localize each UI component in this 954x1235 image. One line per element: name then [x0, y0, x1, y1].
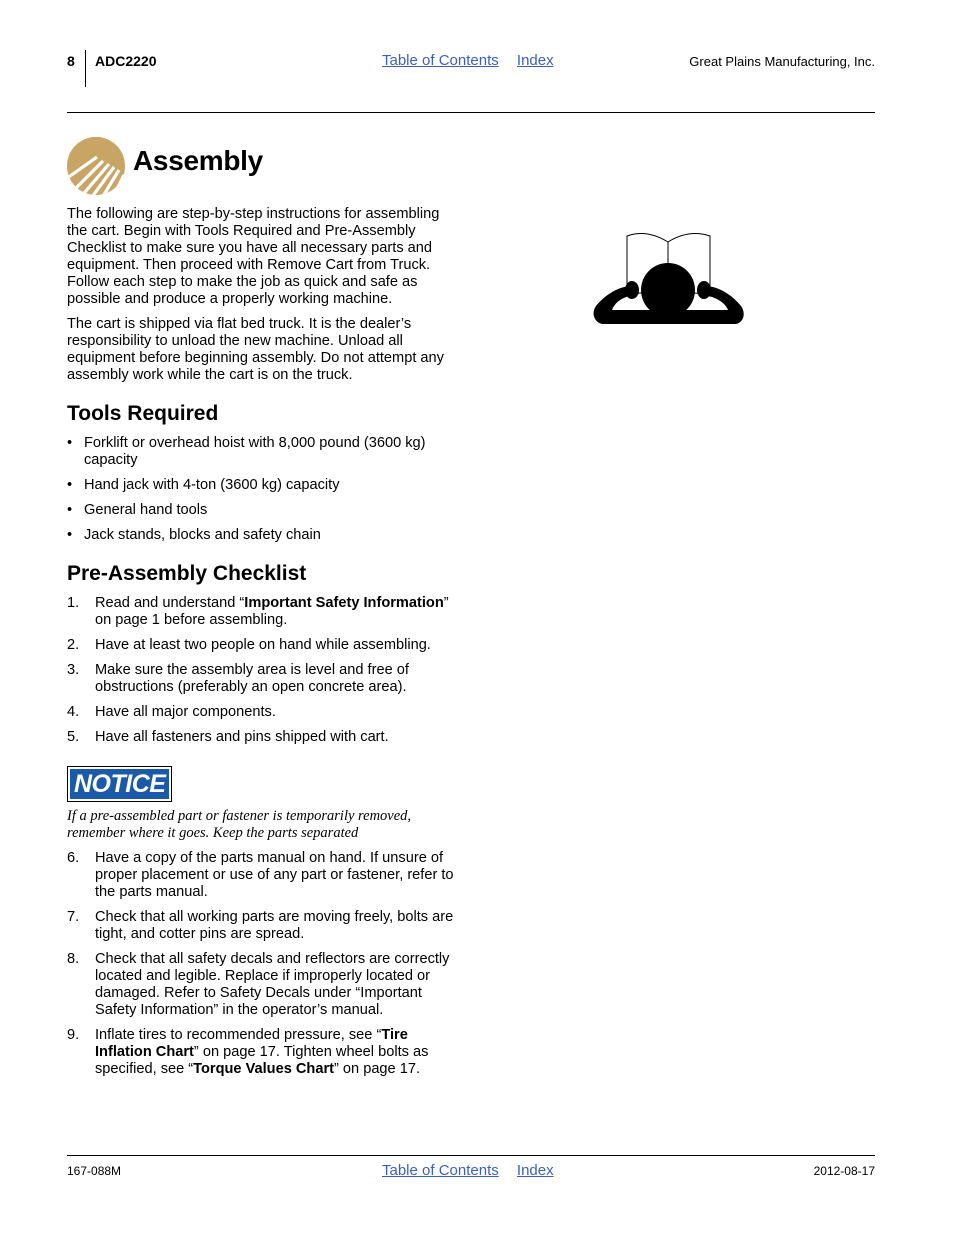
list-item: • Forklift or overhead hoist with 8,000 pound (3600 kg) capacity — [67, 435, 459, 469]
checklist-steps-continued — [67, 850, 459, 1078]
list-item: • Jack stands, blocks and safety chain — [67, 527, 459, 544]
notice-text: If a pre-assembled part or fastener is temporarily removed, remember where it goes. Keep the parts separated — [67, 808, 412, 841]
step-number: 4. — [67, 704, 80, 720]
page-number: 8 — [67, 53, 75, 69]
torque-chart-reference: Torque Values Chart — [193, 1061, 334, 1077]
step-text: Have all major components. — [95, 704, 276, 720]
step-text: Have all fasteners and pins shipped with cart. — [95, 729, 389, 745]
checklist-step-8 — [67, 951, 459, 1019]
step-text: Make sure the assembly area is level and free of obstructions (preferably an open concrete area). — [95, 662, 409, 695]
checklist-step-4 — [67, 704, 459, 721]
step-text: ” on page 17. Tighten wheel bolts as specified, see “ — [95, 1044, 429, 1077]
field-rows-logo-icon — [67, 137, 125, 195]
step-text: Inflate tires to recommended pressure, see “ — [95, 1027, 382, 1043]
intro-paragraph-2: The cart is shipped via flat bed truck. It is the dealer’s responsibility to unload the new machine. Unload all equipment before beginning assembly. Do not attempt any assembly work while the cart is on the truck. — [67, 316, 444, 383]
list-item: • Hand jack with 4-ton (3600 kg) capacity — [67, 477, 459, 494]
checklist-step-3 — [67, 662, 459, 696]
index-link[interactable]: Index — [516, 1162, 554, 1179]
step-number: 3. — [67, 662, 80, 678]
tools-heading: Tools Required — [67, 402, 219, 425]
header-nav — [382, 52, 554, 69]
checklist-heading: Pre-Assembly Checklist — [67, 562, 307, 585]
step-number: 6. — [67, 850, 80, 866]
header-divider — [85, 50, 86, 87]
model-name: ADC2220 — [95, 53, 157, 69]
doc-date: 2012-08-17 — [813, 1164, 875, 1178]
toc-link[interactable]: Table of Contents — [382, 1162, 499, 1179]
footer-rule — [67, 1155, 875, 1156]
step-text: Check that all safety decals and reflectors are correctly located and legible. Replace if improperly located or damaged. Refer to Safety Decals under “Important Safety Information” in the operator’s manual. — [95, 951, 450, 1018]
step-number: 9. — [67, 1027, 80, 1043]
header-rule — [67, 112, 875, 113]
step-text: Have a copy of the parts manual on hand. If unsure of proper placement or use of any part or fastener, refer to the parts manual. — [95, 850, 454, 900]
checklist-step-5 — [67, 729, 459, 746]
step-text: Check that all working parts are moving freely, bolts are tight, and cotter pins are spread. — [95, 909, 454, 942]
toc-link[interactable]: Table of Contents — [382, 52, 499, 69]
step-number: 1. — [67, 595, 80, 611]
notice-badge — [67, 766, 172, 802]
checklist-step-1 — [67, 595, 459, 629]
checklist-step-7 — [67, 909, 459, 943]
tools-list — [67, 435, 459, 544]
step-text: ” on page 1 before assembling. — [95, 595, 449, 628]
tire-chart-reference: Tire Inflation Chart — [95, 1027, 408, 1060]
page-title: Assembly — [133, 145, 263, 176]
step-text: Read and understand “ — [95, 595, 245, 611]
step-number: 8. — [67, 951, 80, 967]
person-reading-manual-icon — [590, 228, 746, 328]
list-item: • General hand tools — [67, 502, 459, 519]
step-text: ” on page 17. — [334, 1061, 421, 1077]
main-column — [67, 206, 459, 1086]
step-number: 5. — [67, 729, 80, 745]
step-number: 7. — [67, 909, 80, 925]
step-text: Have at least two people on hand while assembling. — [95, 637, 431, 653]
doc-number: 167-088M — [67, 1164, 122, 1178]
checklist-step-2 — [67, 637, 459, 654]
index-link[interactable]: Index — [516, 52, 554, 69]
intro-paragraph-1: The following are step-by-step instructions for assembling the cart. Begin with Tools Required and Pre-Assembly Checklist to make sure you have all necessary parts and equipment. Then proceed with Remove Cart from Truck. Follow each step to make the job as quick and safe as possible and produce a properly working machine. — [67, 206, 440, 307]
company-name: Great Plains Manufacturing, Inc. — [689, 54, 875, 69]
checklist-steps — [67, 595, 459, 746]
safety-info-reference: Important Safety Information — [244, 595, 444, 611]
checklist-step-9 — [67, 1027, 459, 1078]
footer-nav — [382, 1162, 554, 1179]
checklist-step-6 — [67, 850, 459, 901]
notice-label: NOTICE — [70, 769, 169, 799]
step-number: 2. — [67, 637, 80, 653]
